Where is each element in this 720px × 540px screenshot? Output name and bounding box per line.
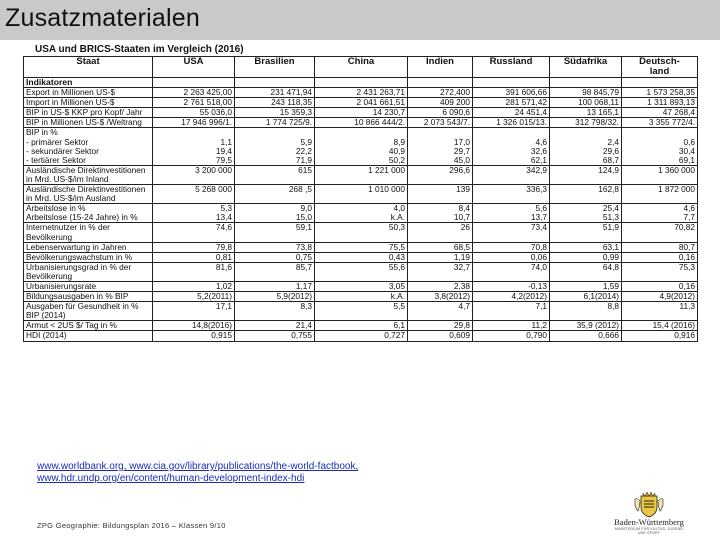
source-link-worldbank[interactable]: www.worldbank.org, www.cia.gov/library/publications/the-world-factbook,	[37, 461, 359, 472]
empty-cell	[408, 78, 473, 88]
table-row	[24, 242, 698, 252]
table-cell: 0,6 30,4 69,1	[622, 128, 698, 165]
table-cell: 17 946 996/1.	[153, 118, 235, 128]
row-label: Lebenserwartung in Jahren	[24, 242, 153, 252]
table-cell: 2 431 263,71	[315, 88, 408, 98]
table-cell: 6 090,6	[408, 108, 473, 118]
table-cell: k.A.	[315, 292, 408, 302]
table-cell: 3,05	[315, 281, 408, 291]
table-cell: 70,8	[473, 242, 550, 252]
table-cell: 5,5	[315, 302, 408, 321]
table-cell: 1,59	[550, 281, 622, 291]
table-cell: 2 041 661,51	[315, 98, 408, 108]
table-cell: 55,6	[315, 262, 408, 281]
table-cell: 85,7	[235, 262, 315, 281]
table-cell: 8,4 10,7	[408, 204, 473, 223]
table-cell: 59,1	[235, 223, 315, 242]
column-header: Brasilien	[235, 57, 315, 78]
table-cell: 4,2(2012)	[473, 292, 550, 302]
table-cell: 0,81	[153, 252, 235, 262]
table-cell: 5,3 13,4	[153, 204, 235, 223]
table-cell: 5,6 13,7	[473, 204, 550, 223]
table-cell: 3 200 000	[153, 165, 235, 184]
table-cell: 51,9	[550, 223, 622, 242]
empty-cell	[550, 78, 622, 88]
table-cell: 1 311 893,13	[622, 98, 698, 108]
empty-cell	[473, 78, 550, 88]
table-row	[24, 165, 698, 184]
table-cell: 342,9	[473, 165, 550, 184]
table-row	[24, 98, 698, 108]
table-cell: 409 200	[408, 98, 473, 108]
table-cell: 2,4 29,6 68,7	[550, 128, 622, 165]
table-cell: 0,43	[315, 252, 408, 262]
table-cell: 75,3	[622, 262, 698, 281]
column-header: Deutsch- land	[622, 57, 698, 78]
table-cell: 79,8	[153, 242, 235, 252]
table-row	[24, 88, 698, 98]
table-cell: 63,1	[550, 242, 622, 252]
coat-of-arms-icon	[632, 490, 666, 518]
row-label: Ausländische Direktinvestitionen in Mrd. US-$/im Inland	[24, 165, 153, 184]
baden-wuerttemberg-logo	[612, 490, 686, 536]
table-cell: 231 471,94	[235, 88, 315, 98]
empty-cell	[153, 78, 235, 88]
row-label: Arbeitslose in % Arbeitslose (15-24 Jahre) in %	[24, 204, 153, 223]
table-cell: 4,9(2012)	[622, 292, 698, 302]
row-label: Bevölkerungswachstum in %	[24, 252, 153, 262]
table-cell: 14,8(2016)	[153, 321, 235, 331]
row-label: Internetnutzer in % der Bevölkerung	[24, 223, 153, 242]
table-cell: 10 866 444/2.	[315, 118, 408, 128]
table-cell: 24 451,4	[473, 108, 550, 118]
table-cell: 29,8	[408, 321, 473, 331]
table-cell: 391 606,66	[473, 88, 550, 98]
column-header: China	[315, 57, 408, 78]
table-row	[24, 262, 698, 281]
row-label: Armut < 2US $/ Tag in %	[24, 321, 153, 331]
title-bar	[0, 0, 720, 40]
table-row	[24, 223, 698, 242]
table-cell: 17,1	[153, 302, 235, 321]
row-label: HDI (2014)	[24, 331, 153, 341]
table-cell: 73,8	[235, 242, 315, 252]
table-cell: 98 845,79	[550, 88, 622, 98]
table-cell: 0,16	[622, 281, 698, 291]
table-row	[24, 281, 698, 291]
table-cell: 1 573 258,35	[622, 88, 698, 98]
table-cell: 1,19	[408, 252, 473, 262]
table-cell: 0,99	[550, 252, 622, 262]
table-row	[24, 252, 698, 262]
row-label: Ausgaben für Gesundheit in % BIP (2014)	[24, 302, 153, 321]
table-cell: 11,2	[473, 321, 550, 331]
table-cell: 296,6	[408, 165, 473, 184]
table-cell: 14 230,7	[315, 108, 408, 118]
empty-cell	[235, 78, 315, 88]
table-cell: 75,5	[315, 242, 408, 252]
table-cell: 2 263 425,00	[153, 88, 235, 98]
row-label: Export in Millionen US-$	[24, 88, 153, 98]
table-row	[24, 292, 698, 302]
table-title: USA und BRICS-Staaten im Vergleich (2016)	[35, 44, 244, 55]
page-title: Zusatzmaterialen	[5, 4, 200, 32]
section-row	[24, 78, 698, 88]
table-cell: 15,4 (2016)	[622, 321, 698, 331]
row-label: Ausländische Direktinvestitionen in Mrd. US-$/im Ausland	[24, 185, 153, 204]
table-row	[24, 128, 698, 165]
table-cell: 1,1 19,4 79,5	[153, 128, 235, 165]
logo-name: Baden-Württemberg	[614, 517, 684, 527]
table-cell: 81,6	[153, 262, 235, 281]
table-cell: 32,7	[408, 262, 473, 281]
table-cell: 100 068,11	[550, 98, 622, 108]
table-cell: 50,3	[315, 223, 408, 242]
table-cell: 1 774 725/9.	[235, 118, 315, 128]
table-cell: 336,3	[473, 185, 550, 204]
table-cell: 2,38	[408, 281, 473, 291]
table-cell: 11,3	[622, 302, 698, 321]
table-header-row	[24, 57, 698, 78]
row-label: BIP in Millionen US-$ /Weltrang	[24, 118, 153, 128]
table-row	[24, 185, 698, 204]
table-cell: 124,9	[550, 165, 622, 184]
empty-cell	[315, 78, 408, 88]
table-cell: 73,4	[473, 223, 550, 242]
table-cell: 0,755	[235, 331, 315, 341]
empty-cell	[622, 78, 698, 88]
table-cell: 1 010 000	[315, 185, 408, 204]
table-cell: 13 165,1	[550, 108, 622, 118]
table-row	[24, 118, 698, 128]
table-cell: 35,9 (2012)	[550, 321, 622, 331]
table-cell: 21,4	[235, 321, 315, 331]
table-cell: 4,0 k.A.	[315, 204, 408, 223]
table-cell: 1 326 015/13.	[473, 118, 550, 128]
source-links	[37, 461, 358, 485]
table-row	[24, 331, 698, 341]
table-cell: 0,916	[622, 331, 698, 341]
table-cell: 74,0	[473, 262, 550, 281]
column-header: Staat	[24, 57, 153, 78]
table-cell: 268 ,5	[235, 185, 315, 204]
table-cell: 0,915	[153, 331, 235, 341]
table-cell: 312 798/32.	[550, 118, 622, 128]
row-label: Urbanisierungsrate	[24, 281, 153, 291]
table-cell: 25,4 51,3	[550, 204, 622, 223]
table-cell: 4,7	[408, 302, 473, 321]
table-cell: 3,8(2012)	[408, 292, 473, 302]
table-row	[24, 321, 698, 331]
table-cell: 26	[408, 223, 473, 242]
table-cell: 281 571,42	[473, 98, 550, 108]
table-cell: 4,6 7,7	[622, 204, 698, 223]
table-cell: 8,8	[550, 302, 622, 321]
table-cell: 243 118,35	[235, 98, 315, 108]
table-cell: 6,1(2014)	[550, 292, 622, 302]
table-cell: 15 359,3	[235, 108, 315, 118]
table-row	[24, 302, 698, 321]
table-row	[24, 108, 698, 118]
table-cell: 7,1	[473, 302, 550, 321]
table-cell: 0,75	[235, 252, 315, 262]
table-cell: 2 073 543/7.	[408, 118, 473, 128]
table-cell: 162,8	[550, 185, 622, 204]
table-cell: 1 360 000	[622, 165, 698, 184]
table-cell: 3 355 772/4.	[622, 118, 698, 128]
table-cell: 70,82	[622, 223, 698, 242]
table-cell: 74,6	[153, 223, 235, 242]
table-cell: 1 221 000	[315, 165, 408, 184]
table-cell: 5,9(2012)	[235, 292, 315, 302]
table-cell: -0,13	[473, 281, 550, 291]
row-label: BIP in % - primärer Sektor - sekundärer Sektor - tertiärer Sektor	[24, 128, 153, 165]
table-cell: 615	[235, 165, 315, 184]
table-cell: 1 872 000	[622, 185, 698, 204]
table-cell: 2 761 518,00	[153, 98, 235, 108]
source-link-hdr[interactable]: www.hdr.undp.org/en/content/human-development-index-hdi	[37, 473, 305, 484]
table-cell: 64,8	[550, 262, 622, 281]
table-cell: 8,3	[235, 302, 315, 321]
table-cell: 55 036,0	[153, 108, 235, 118]
logo-subtitle: MINISTERIUM FÜR KULTUS, JUGEND UND SPORT	[614, 527, 684, 535]
column-header: Südafrika	[550, 57, 622, 78]
table-row	[24, 204, 698, 223]
column-header: Indien	[408, 57, 473, 78]
table-cell: 0,727	[315, 331, 408, 341]
table-cell: 0,609	[408, 331, 473, 341]
footer-text: ZPG Geographie: Bildungsplan 2016 – Klassen 9/10	[37, 521, 226, 530]
section-label: Indikatoren	[24, 78, 153, 88]
table-cell: 17,0 29,7 45,0	[408, 128, 473, 165]
column-header: USA	[153, 57, 235, 78]
table-cell: 68,5	[408, 242, 473, 252]
table-cell: 47 268,4	[622, 108, 698, 118]
table-cell: 6,1	[315, 321, 408, 331]
table-cell: 1,02	[153, 281, 235, 291]
table-cell: 5 268 000	[153, 185, 235, 204]
column-header: Russland	[473, 57, 550, 78]
table-cell: 0,06	[473, 252, 550, 262]
table-cell: 139	[408, 185, 473, 204]
table-cell: 0,666	[550, 331, 622, 341]
row-label: Import in Millionen US-$	[24, 98, 153, 108]
table-cell: 5,9 22,2 71,9	[235, 128, 315, 165]
row-label: BIP in US-$ KKP pro Kopf/ Jahr	[24, 108, 153, 118]
comparison-table	[23, 56, 698, 342]
table-cell: 80,7	[622, 242, 698, 252]
table-cell: 1,17	[235, 281, 315, 291]
table-cell: 0,16	[622, 252, 698, 262]
table-cell: 0,790	[473, 331, 550, 341]
table-cell: 8,9 40,9 50,2	[315, 128, 408, 165]
table-cell: 9,0 15,0	[235, 204, 315, 223]
row-label: Urbanisierungsgrad in % der Bevölkerung	[24, 262, 153, 281]
table-cell: 5,2(2011)	[153, 292, 235, 302]
row-label: Bildungsausgaben in % BIP	[24, 292, 153, 302]
table-cell: 4,6 32,6 62,1	[473, 128, 550, 165]
table-cell: 272,400	[408, 88, 473, 98]
